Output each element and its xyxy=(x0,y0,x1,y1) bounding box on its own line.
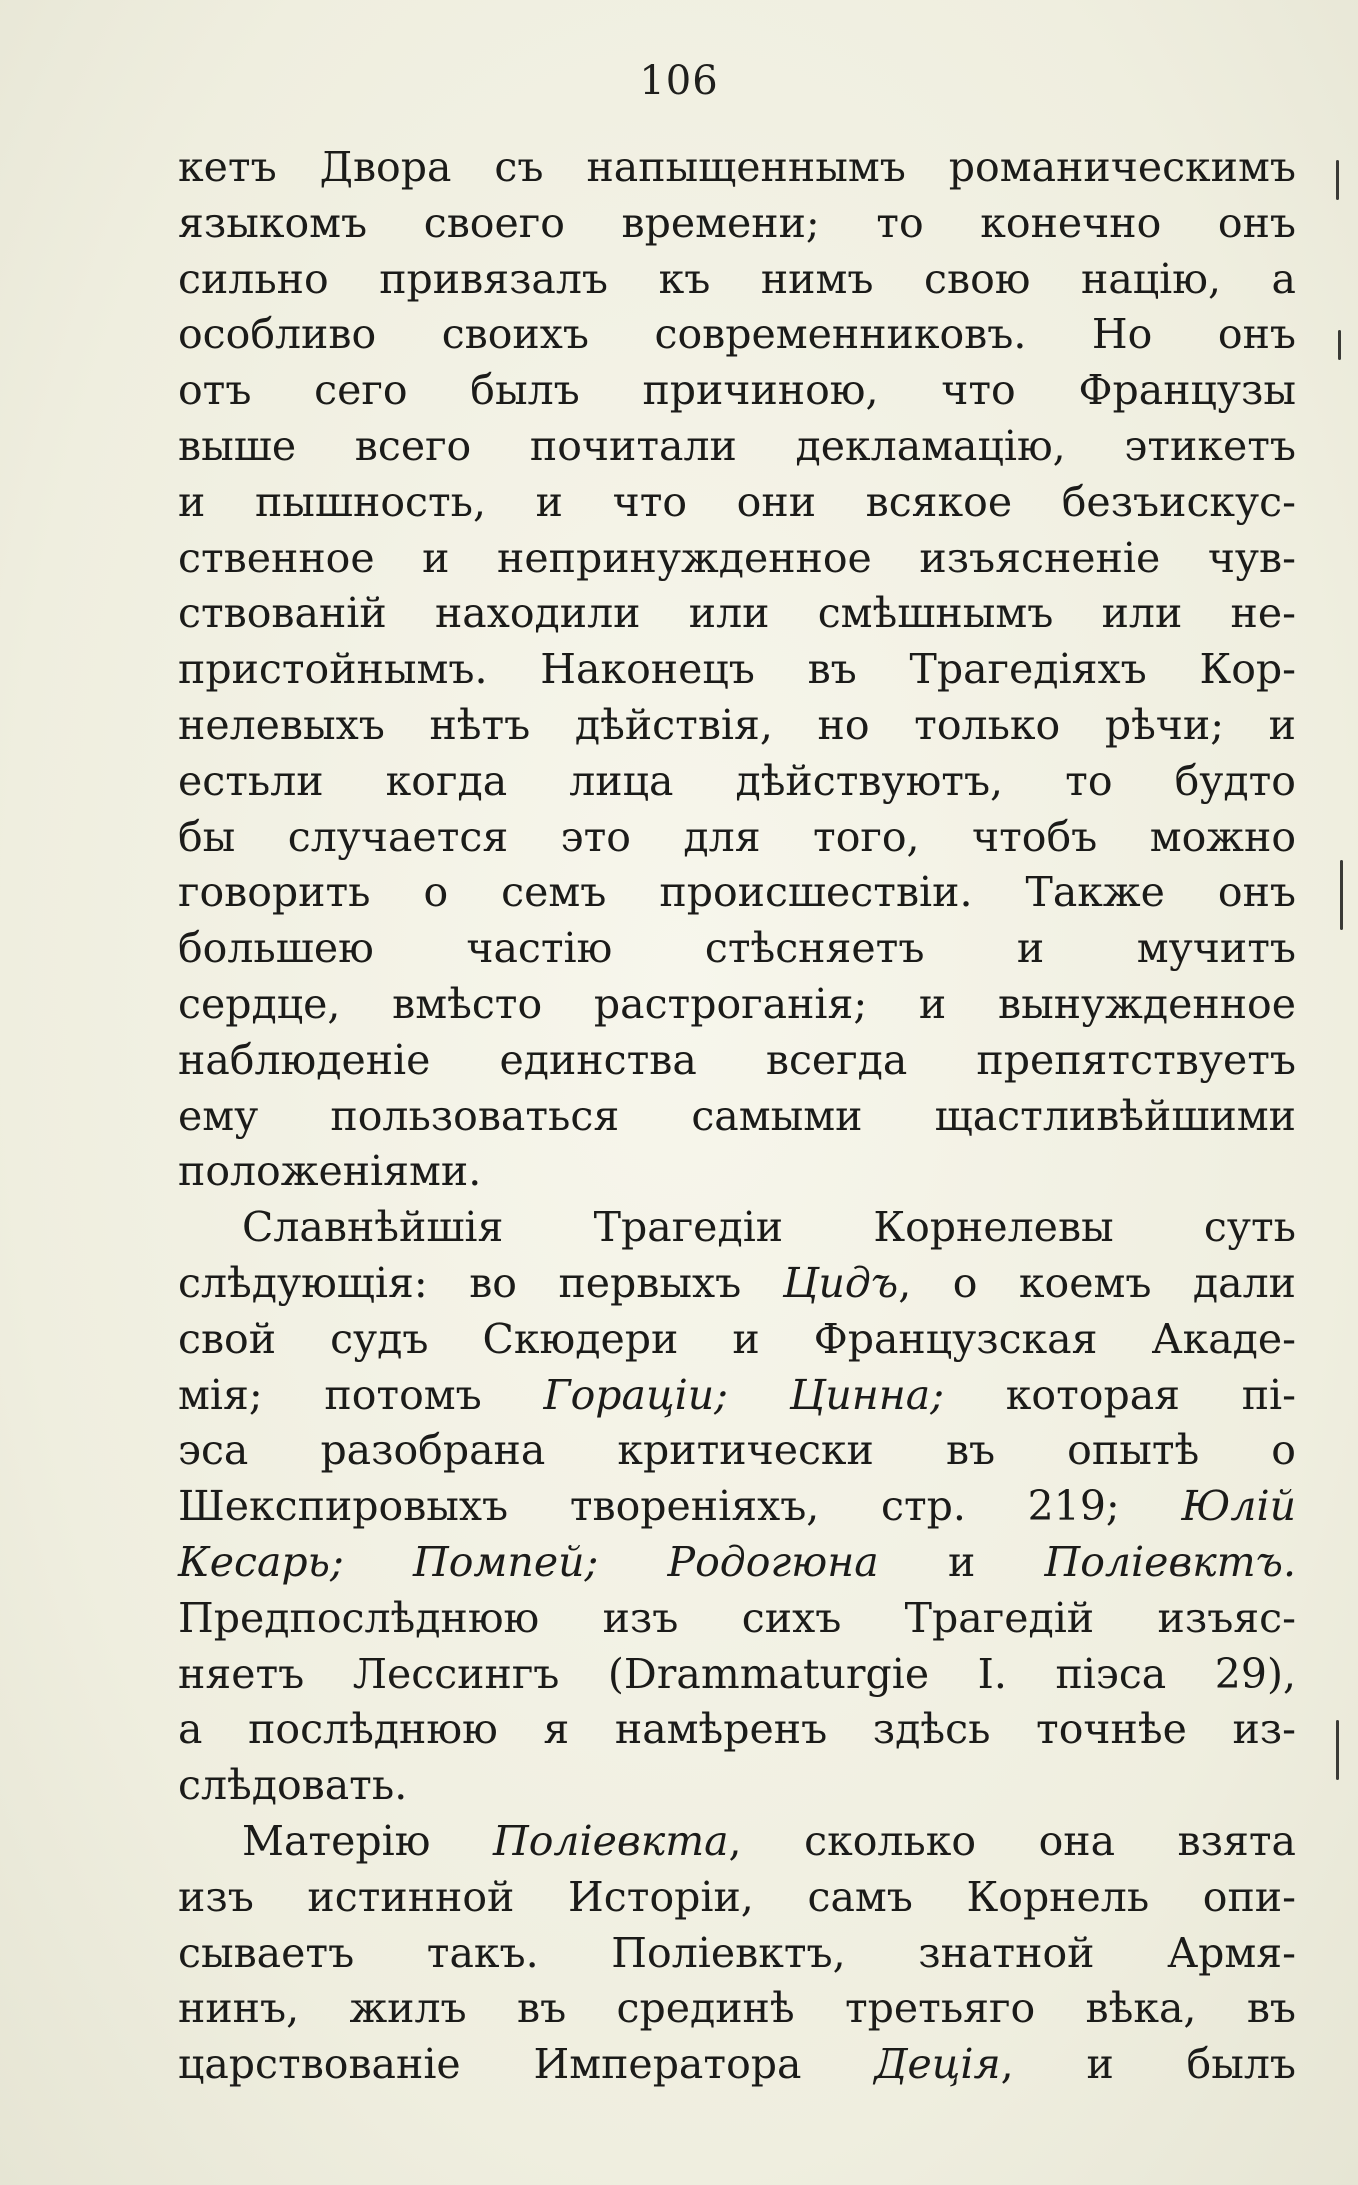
work-title: Поліевкта xyxy=(492,1816,729,1865)
text-line: наблюденіе единства всегда препятствуетъ xyxy=(178,1035,1296,1084)
text-run: , о коемъ дали xyxy=(898,1258,1296,1307)
text-line: няетъ Лессингъ (Drammaturgie I. пiэса 29), xyxy=(178,1649,1296,1698)
text-line xyxy=(178,1814,1296,1870)
text-line: а послѣднюю я намѣренъ здѣсь точнѣе из- xyxy=(178,1705,1296,1754)
text-line: свой судъ Скюдери и Французская Акаде- xyxy=(178,1314,1296,1363)
work-title: Кесарь; Помпей; Родогюна xyxy=(178,1537,879,1586)
margin-mark xyxy=(1336,1720,1339,1780)
work-title: Гораціи; Цинна; xyxy=(543,1370,945,1419)
text-run: , сколько она взята xyxy=(728,1816,1296,1865)
text-line: и пышность, и что они всякое безъискус- xyxy=(178,477,1296,526)
text-run: Матерію xyxy=(242,1816,493,1865)
text-line: положеніями. xyxy=(178,1147,482,1196)
text-line: большею частію стѣсняетъ и мучитъ xyxy=(178,924,1296,973)
text-line: Предпослѣднюю изъ сихъ Трагедій изъяс- xyxy=(178,1593,1296,1642)
text-line: пристойнымъ. Наконецъ въ Трагедіяхъ Кор- xyxy=(178,645,1296,694)
text-line: Славнѣйшія Трагедіи Корнелевы суть xyxy=(242,1203,1296,1252)
text-line xyxy=(178,1535,1296,1591)
text-run: слѣдующія: во первыхъ xyxy=(178,1258,783,1307)
text-line: нинъ, жилъ въ срединѣ третьяго вѣка, въ xyxy=(178,1984,1296,2033)
text-line: сердце, вмѣсто растроганія; и вынужденное xyxy=(178,979,1296,1028)
text-line: особливо своихъ современниковъ. Но онъ xyxy=(178,310,1296,359)
text-line: отъ сего былъ причиною, что Французы xyxy=(178,366,1296,415)
text-run: и xyxy=(878,1537,1045,1586)
text-line xyxy=(178,1368,1296,1424)
text-run: царствованіе Императора xyxy=(178,2040,875,2089)
text-run: Шекспировыхъ твореніяхъ, стр. 219; xyxy=(178,1482,1182,1531)
text-line: кетъ Двора съ напыщеннымъ романическимъ xyxy=(178,143,1296,191)
text-line: естьли когда лица дѣйствуютъ, то будто xyxy=(178,756,1296,805)
text-line: нелевыхъ нѣтъ дѣйствія, но только рѣчи; и xyxy=(178,700,1296,749)
text-line xyxy=(178,1479,1296,1535)
text-line: эса разобрана критически въ опытѣ о xyxy=(178,1426,1296,1475)
text-line: ственное и непринужденное изъясненіе чув- xyxy=(178,533,1296,582)
text-line: бы случается это для того, чтобъ можно xyxy=(178,812,1296,861)
margin-mark xyxy=(1340,860,1343,930)
text-line: ему пользоваться самыми щастливѣйшими xyxy=(178,1091,1296,1140)
text-line: сываетъ такъ. Поліевктъ, знатной Армя- xyxy=(178,1928,1296,1977)
text-line xyxy=(178,2037,1296,2093)
text-run: которая пі- xyxy=(944,1370,1296,1419)
body-text xyxy=(178,140,1296,2093)
text-line: ствованій находили или смѣшнымъ или не- xyxy=(178,589,1296,638)
text-line: сильно привязалъ къ нимъ свою націю, а xyxy=(178,254,1296,303)
text-run: мія; потомъ xyxy=(178,1370,544,1419)
text-line: выше всего почитали декламацію, этикетъ xyxy=(178,421,1296,470)
margin-mark xyxy=(1338,330,1341,360)
work-title: Поліевктъ. xyxy=(1044,1537,1296,1586)
text-line: языкомъ своего времени; то конечно онъ xyxy=(178,198,1296,247)
text-line: говорить о семъ происшествіи. Также онъ xyxy=(178,868,1296,917)
person-name: Децiя xyxy=(874,2040,1001,2089)
work-title: Юлій xyxy=(1181,1482,1296,1531)
work-title: Цидъ xyxy=(782,1258,899,1307)
text-line: слѣдовать. xyxy=(178,1761,408,1810)
text-run: , и былъ xyxy=(1000,2040,1296,2089)
text-line xyxy=(178,1256,1296,1312)
page-number: 106 xyxy=(639,58,719,104)
text-line: изъ истинной Исторіи, самъ Корнель опи- xyxy=(178,1872,1296,1921)
margin-mark xyxy=(1336,160,1339,200)
